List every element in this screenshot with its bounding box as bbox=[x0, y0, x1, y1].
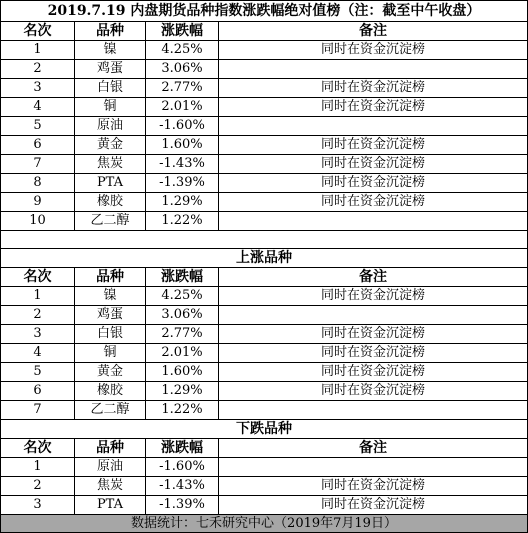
note-cell: 同时在资金沉淀榜 bbox=[219, 174, 528, 193]
header-variety: 品种 bbox=[75, 268, 146, 287]
rank-cell: 7 bbox=[1, 155, 75, 174]
header-rank: 名次 bbox=[1, 22, 75, 41]
note-cell: 同时在资金沉淀榜 bbox=[219, 98, 528, 117]
note-cell: 同时在资金沉淀榜 bbox=[219, 136, 528, 155]
table-title: 2019.7.19 内盘期货品种指数涨跌幅绝对值榜（注：截至中午收盘） bbox=[1, 1, 528, 22]
header-change: 涨跌幅 bbox=[146, 268, 219, 287]
change-cell: 2.01% bbox=[146, 98, 219, 117]
header-change: 涨跌幅 bbox=[146, 439, 219, 458]
variety-cell: 镍 bbox=[75, 41, 146, 60]
table-row bbox=[1, 174, 528, 193]
table-body bbox=[1, 1, 528, 533]
fall-section-title: 下跌品种 bbox=[1, 420, 528, 439]
variety-cell: PTA bbox=[75, 174, 146, 193]
change-cell: -1.43% bbox=[146, 155, 219, 174]
variety-cell: 焦炭 bbox=[75, 477, 146, 496]
note-cell bbox=[219, 60, 528, 79]
rank-cell: 3 bbox=[1, 325, 75, 344]
rank-cell: 5 bbox=[1, 117, 75, 136]
fall-section-title-row bbox=[1, 420, 528, 439]
table-row bbox=[1, 496, 528, 515]
rank-cell: 2 bbox=[1, 306, 75, 325]
rank-cell: 4 bbox=[1, 98, 75, 117]
table-row bbox=[1, 60, 528, 79]
rank-cell: 3 bbox=[1, 79, 75, 98]
change-cell: 2.01% bbox=[146, 344, 219, 363]
change-cell: 1.60% bbox=[146, 136, 219, 155]
note-cell bbox=[219, 401, 528, 420]
rank-cell: 2 bbox=[1, 477, 75, 496]
change-cell: 1.60% bbox=[146, 363, 219, 382]
variety-cell: 白银 bbox=[75, 79, 146, 98]
header-variety: 品种 bbox=[75, 22, 146, 41]
note-cell: 同时在资金沉淀榜 bbox=[219, 363, 528, 382]
header-rank: 名次 bbox=[1, 268, 75, 287]
rise-header-row bbox=[1, 268, 528, 287]
spacer-cell bbox=[1, 231, 528, 249]
change-cell: 3.06% bbox=[146, 60, 219, 79]
variety-cell: 原油 bbox=[75, 458, 146, 477]
note-cell: 同时在资金沉淀榜 bbox=[219, 496, 528, 515]
variety-cell: 黄金 bbox=[75, 136, 146, 155]
title-row bbox=[1, 1, 528, 22]
change-cell: 1.22% bbox=[146, 401, 219, 420]
table-row bbox=[1, 325, 528, 344]
rank-cell: 1 bbox=[1, 41, 75, 60]
table-row bbox=[1, 363, 528, 382]
rise-section-title: 上涨品种 bbox=[1, 249, 528, 268]
table-row bbox=[1, 193, 528, 212]
change-cell: -1.39% bbox=[146, 496, 219, 515]
change-cell: 1.29% bbox=[146, 193, 219, 212]
table-row bbox=[1, 79, 528, 98]
variety-cell: 铜 bbox=[75, 344, 146, 363]
variety-cell: 鸡蛋 bbox=[75, 60, 146, 79]
change-cell: -1.43% bbox=[146, 477, 219, 496]
note-cell: 同时在资金沉淀榜 bbox=[219, 79, 528, 98]
variety-cell: 原油 bbox=[75, 117, 146, 136]
variety-cell: PTA bbox=[75, 496, 146, 515]
table-row bbox=[1, 212, 528, 231]
note-cell bbox=[219, 117, 528, 136]
variety-cell: 焦炭 bbox=[75, 155, 146, 174]
header-variety: 品种 bbox=[75, 439, 146, 458]
table-row bbox=[1, 155, 528, 174]
variety-cell: 乙二醇 bbox=[75, 401, 146, 420]
change-cell: 2.77% bbox=[146, 325, 219, 344]
variety-cell: 白银 bbox=[75, 325, 146, 344]
change-cell: -1.60% bbox=[146, 117, 219, 136]
rank-cell: 6 bbox=[1, 382, 75, 401]
change-cell: -1.60% bbox=[146, 458, 219, 477]
rank-cell: 9 bbox=[1, 193, 75, 212]
variety-cell: 橡胶 bbox=[75, 193, 146, 212]
table-row bbox=[1, 382, 528, 401]
change-cell: 3.06% bbox=[146, 306, 219, 325]
table-row bbox=[1, 136, 528, 155]
change-cell: 4.25% bbox=[146, 41, 219, 60]
variety-cell: 橡胶 bbox=[75, 382, 146, 401]
rank-cell: 7 bbox=[1, 401, 75, 420]
table-row bbox=[1, 344, 528, 363]
rank-cell: 8 bbox=[1, 174, 75, 193]
note-cell: 同时在资金沉淀榜 bbox=[219, 477, 528, 496]
change-cell: 1.29% bbox=[146, 382, 219, 401]
footer-row bbox=[1, 515, 528, 533]
table-row bbox=[1, 98, 528, 117]
table-row bbox=[1, 401, 528, 420]
note-cell: 同时在资金沉淀榜 bbox=[219, 193, 528, 212]
table-row bbox=[1, 287, 528, 306]
rank-cell: 5 bbox=[1, 363, 75, 382]
fall-header-row bbox=[1, 439, 528, 458]
table-row bbox=[1, 458, 528, 477]
abs-rank-header-row bbox=[1, 22, 528, 41]
rank-cell: 2 bbox=[1, 60, 75, 79]
table-row bbox=[1, 41, 528, 60]
footer-source: 数据统计：七禾研究中心（2019年7月19日） bbox=[1, 515, 528, 533]
change-cell: 2.77% bbox=[146, 79, 219, 98]
rank-cell: 4 bbox=[1, 344, 75, 363]
note-cell bbox=[219, 212, 528, 231]
rank-cell: 1 bbox=[1, 287, 75, 306]
note-cell: 同时在资金沉淀榜 bbox=[219, 287, 528, 306]
header-note: 备注 bbox=[219, 22, 528, 41]
note-cell: 同时在资金沉淀榜 bbox=[219, 155, 528, 174]
note-cell bbox=[219, 306, 528, 325]
variety-cell: 黄金 bbox=[75, 363, 146, 382]
header-note: 备注 bbox=[219, 439, 528, 458]
table-row bbox=[1, 117, 528, 136]
table-row bbox=[1, 477, 528, 496]
spacer-row bbox=[1, 231, 528, 249]
header-change: 涨跌幅 bbox=[146, 22, 219, 41]
change-cell: -1.39% bbox=[146, 174, 219, 193]
change-cell: 1.22% bbox=[146, 212, 219, 231]
rise-section-title-row bbox=[1, 249, 528, 268]
variety-cell: 乙二醇 bbox=[75, 212, 146, 231]
change-cell: 4.25% bbox=[146, 287, 219, 306]
rank-cell: 3 bbox=[1, 496, 75, 515]
variety-cell: 鸡蛋 bbox=[75, 306, 146, 325]
header-note: 备注 bbox=[219, 268, 528, 287]
note-cell bbox=[219, 458, 528, 477]
variety-cell: 镍 bbox=[75, 287, 146, 306]
rank-cell: 1 bbox=[1, 458, 75, 477]
note-cell: 同时在资金沉淀榜 bbox=[219, 41, 528, 60]
note-cell: 同时在资金沉淀榜 bbox=[219, 344, 528, 363]
note-cell: 同时在资金沉淀榜 bbox=[219, 382, 528, 401]
note-cell: 同时在资金沉淀榜 bbox=[219, 325, 528, 344]
header-rank: 名次 bbox=[1, 439, 75, 458]
variety-cell: 铜 bbox=[75, 98, 146, 117]
table-row bbox=[1, 306, 528, 325]
rank-cell: 6 bbox=[1, 136, 75, 155]
rank-cell: 10 bbox=[1, 212, 75, 231]
